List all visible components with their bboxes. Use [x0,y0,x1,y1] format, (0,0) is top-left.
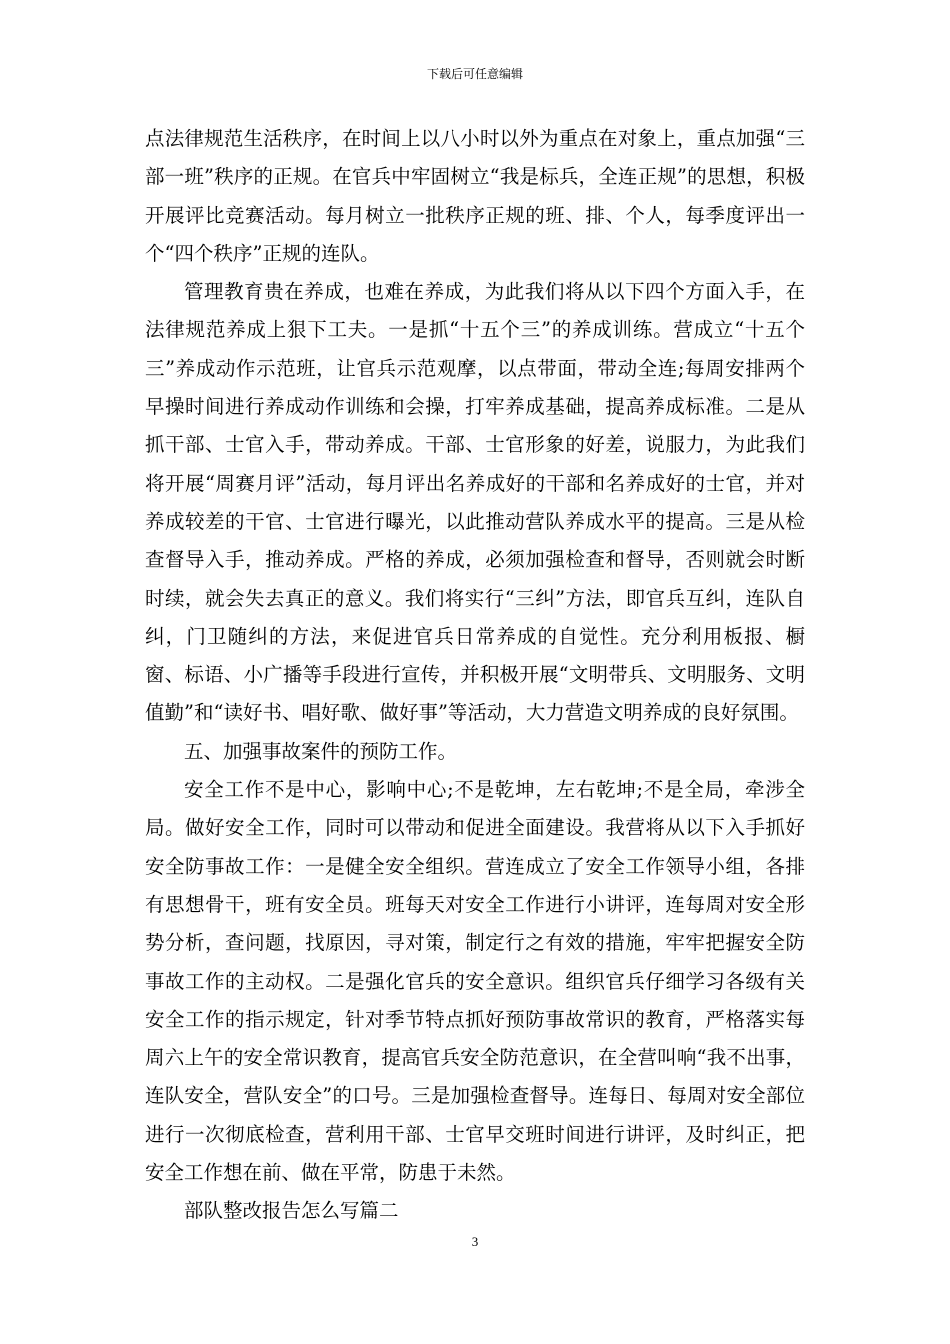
paragraph-continuation: 点法律规范生活秩序，在时间上以八小时以外为重点在对象上，重点加强“三部一班”秩序的正规。在官兵中牢固树立“我是标兵，全连正规”的思想，积极开展评比竞赛活动。每月树立一批秩序正规的班、排、个人，每季度评出一个“四个秩序”正规的连队。 [145,127,805,265]
paragraph-safety-work: 安全工作不是中心，影响中心;不是乾坤，左右乾坤;不是全局，牵涉全局。做好安全工作，同时可以带动和促进全面建设。我营将从以下入手抓好安全防事故工作：一是健全安全组织。营连成立了安全工作领导小组，各排有思想骨干，班有安全员。班每天对安全工作进行小讲评，连每周对安全形势分析，查问题，找原因，寻对策，制定行之有效的措施，牢牢把握安全防事故工作的主动权。二是强化官兵的安全意识。组织官兵仔细学习各级有关安全工作的指示规定，针对季节特点抓好预防事故常识的教育，严格落实每周六上午的安全常识教育，提高官兵安全防范意识，在全营叫响“我不出事，连队安全，营队安全”的口号。三是加强检查督导。连每日、每周对安全部位进行一次彻底检查，营利用干部、士官早交班时间进行讲评，及时纠正，把安全工作想在前、做在平常，防患于未然。 [145,778,805,1185]
section-heading-accident-prevention: 五、加强事故案件的预防工作。 [184,739,458,763]
section-heading-part-two: 部队整改报告怎么写篇二 [184,1199,399,1223]
paragraph-habit-formation: 管理教育贵在养成，也难在养成，为此我们将从以下四个方面入手，在法律规范养成上狠下工夫。一是抓“十五个三”的养成训练。营成立“十五个三”养成动作示范班，让官兵示范观摩，以点带面，带动全连;每周安排两个早操时间进行养成动作训练和会操，打牢养成基础，提高养成标准。二是从抓干部、士官入手，带动养成。干部、士官形象的好差，说服力，为此我们将开展“周赛月评”活动，每月评出名养成好的干部和名养成好的士官，并对养成较差的干官、士官进行曝光，以此推动营队养成水平的提高。三是从检查督导入手，推动养成。严格的养成，必须加强检查和督导，否则就会时断时续，就会失去真正的意义。我们将实行“三纠”方法，即官兵互纠，连队自纠，门卫随纠的方法，来促进官兵日常养成的自觉性。充分利用板报、橱窗、标语、小广播等手段进行宣传，并积极开展“文明带兵、文明服务、文明值勤”和“读好书、唱好歌、做好事”等活动，大力营造文明养成的良好氛围。 [145,280,805,725]
document-body [145,120,805,1231]
page-number: 3 [471,1234,479,1249]
page-header: 下载后可任意编辑 [426,67,523,81]
